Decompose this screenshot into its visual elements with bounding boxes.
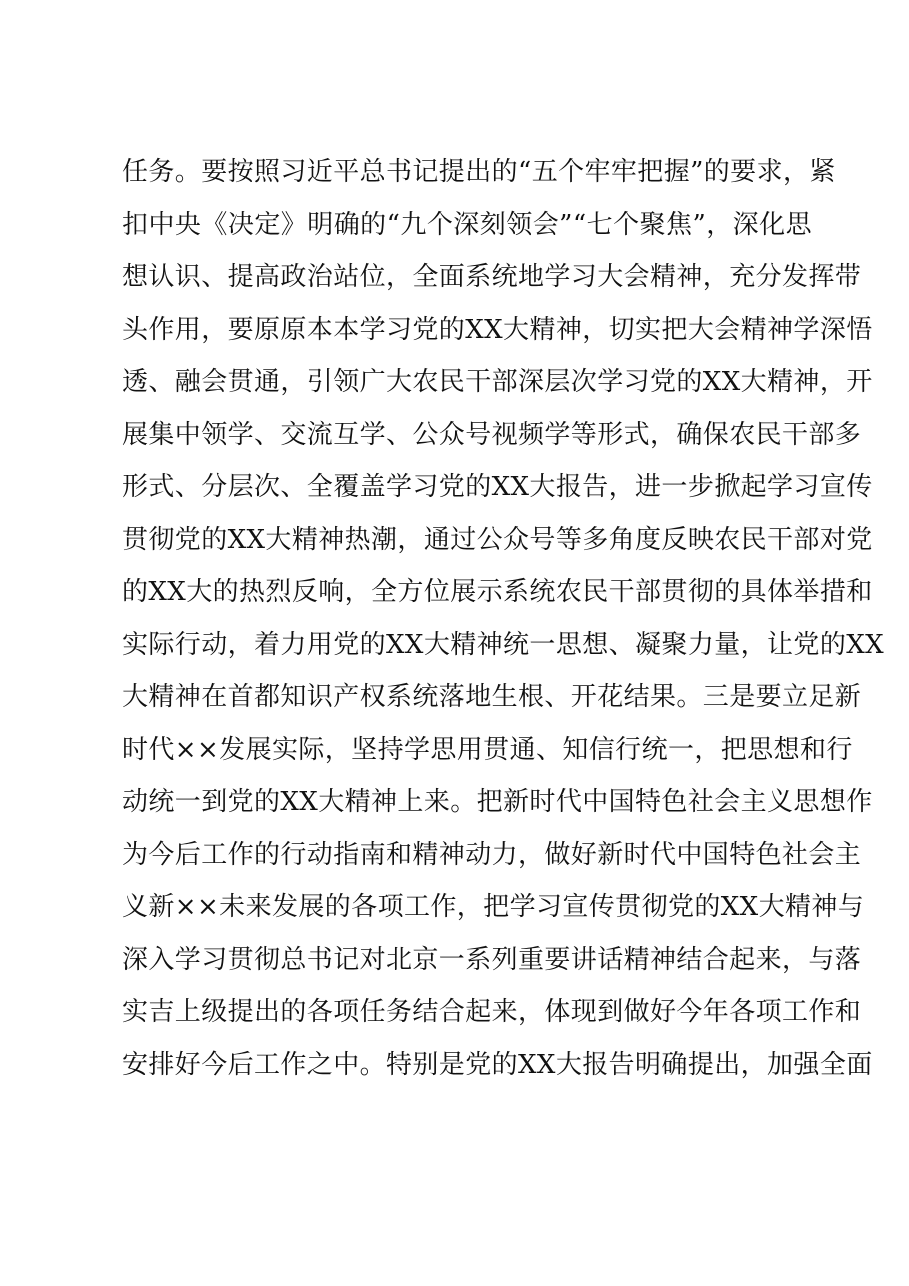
- text-line: 透、融会贯通，引领广大农民干部深层次学习党的XX大精神，开: [122, 367, 873, 397]
- body-paragraph: [122, 146, 885, 1091]
- text-line: 实际行动，着力用党的XX大精神统一思想、凝聚力量，让党的XX: [122, 629, 885, 660]
- text-line: 义新××未来发展的各项工作，把学习宣传贯彻党的XX大精神与: [122, 892, 865, 922]
- text-line: 安排好今后工作之中。特别是党的XX大报告明确提出，加强全面: [122, 1049, 873, 1080]
- text-line: 大精神在首都知识产权系统落地生根、开花结果。三是要立足新: [122, 682, 862, 712]
- text-line: 展集中领学、交流互学、公众号视频学等形式，确保农民干部多: [122, 419, 862, 450]
- text-line: 任务。要按照习近平总书记提出的“五个牢牢把握”的要求，紧: [122, 157, 836, 187]
- text-line: 形式、分层次、全覆盖学习党的XX大报告，进一步掀起学习宣传: [122, 472, 873, 502]
- text-line: 想认识、提高政治站位，全面系统地学习大会精神，充分发挥带: [122, 262, 862, 292]
- text-line: 贯彻党的XX大精神热潮，通过公众号等多角度反映农民干部对党: [122, 524, 873, 555]
- text-line: 动统一到党的XX大精神上来。把新时代中国特色社会主义思想作: [122, 787, 873, 817]
- text-line: 时代××发展实际，坚持学思用贯通、知信行统一，把思想和行: [122, 734, 853, 765]
- text-line: 的XX大的热烈反响，全方位展示系统农民干部贯彻的具体举措和: [122, 577, 873, 607]
- text-line: 扣中央《决定》明确的“九个深刻领会”“七个聚焦”，深化思: [122, 209, 812, 240]
- text-line: 为今后工作的行动指南和精神动力，做好新时代中国特色社会主: [122, 839, 862, 870]
- text-line: 深入学习贯彻总书记对北京一系列重要讲话精神结合起来，与落: [122, 944, 862, 975]
- text-line: 头作用，要原原本本学习党的XX大精神，切实把大会精神学深悟: [122, 314, 873, 345]
- text-line: 实吉上级提出的各项任务结合起来，体现到做好今年各项工作和: [122, 997, 862, 1027]
